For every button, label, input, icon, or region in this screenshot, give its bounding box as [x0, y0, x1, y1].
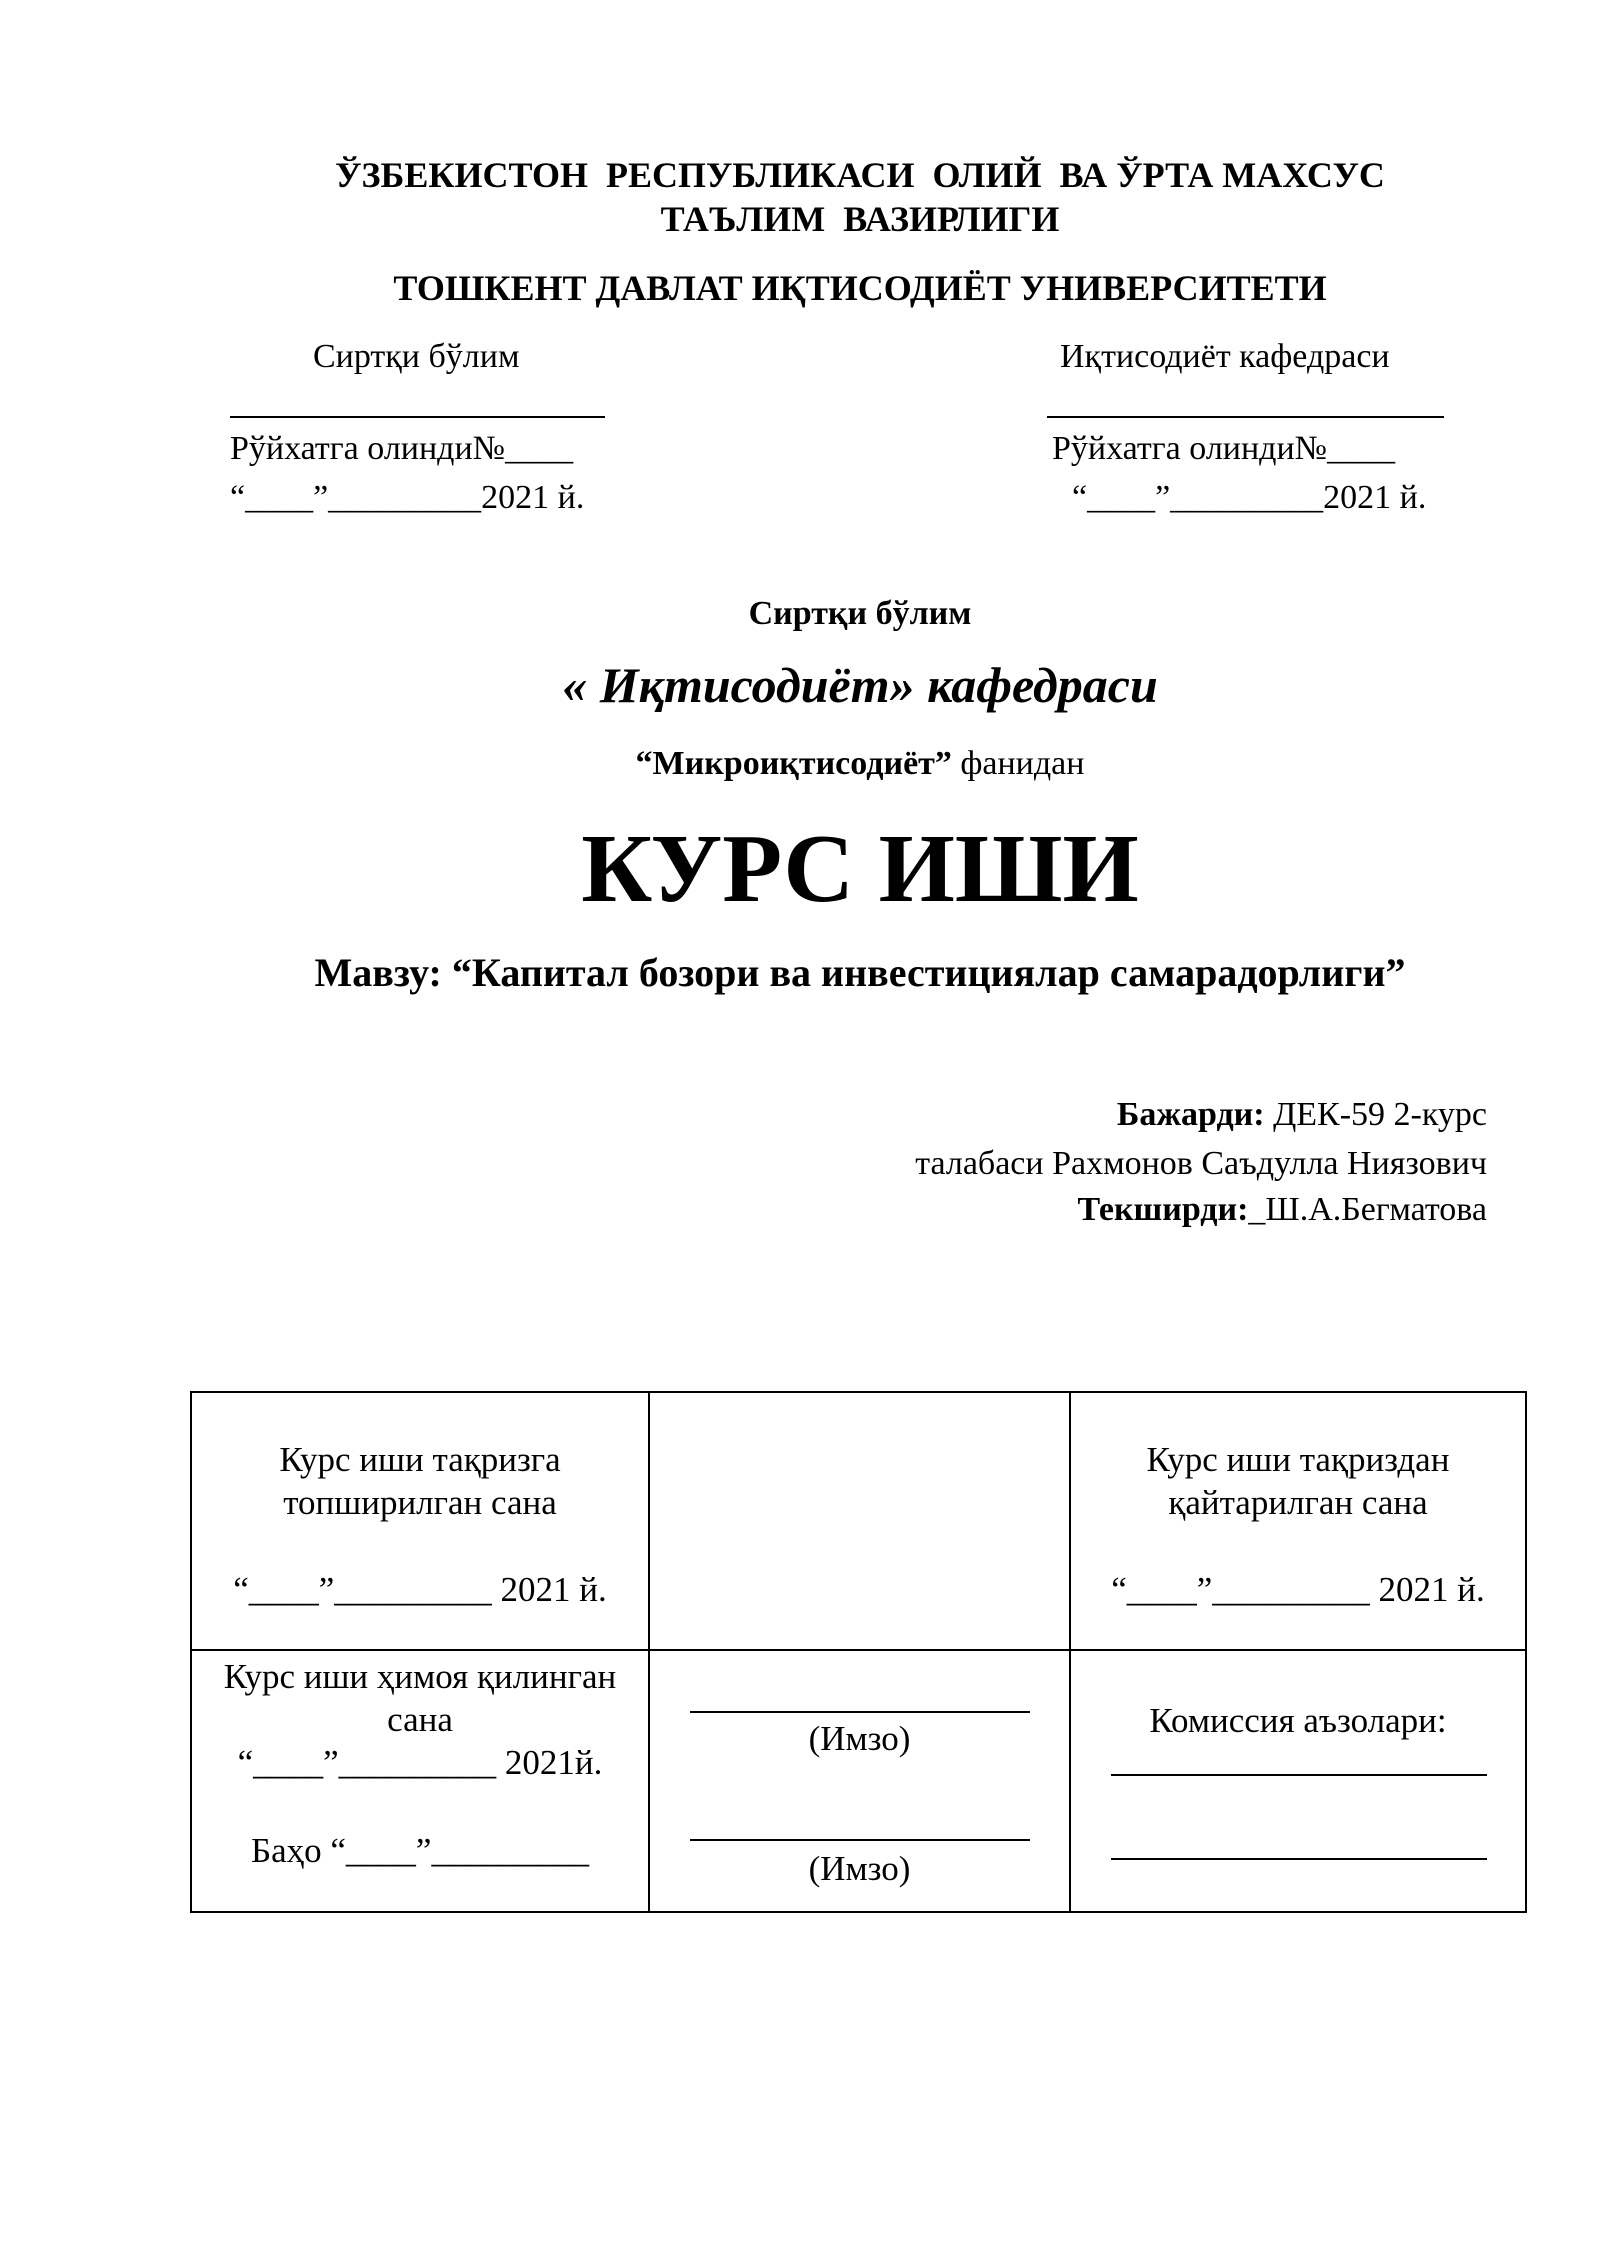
subject-name: “Микроиқтисодиёт”	[635, 745, 952, 782]
reg-left-registered: Рўйхатга олинди№____	[230, 430, 574, 467]
topic-text: “Капитал бозори ва инвестициялар самарадорлиги”	[441, 950, 1406, 995]
cell-submitted-for-review	[191, 1392, 649, 1650]
signature-caption-2: (Имзо)	[808, 1849, 911, 1888]
commission-line-2	[1111, 1858, 1487, 1860]
ministry-line-2: ТАЪЛИМ ВАЗИРЛИГИ	[660, 199, 1060, 239]
subject-line	[0, 747, 1600, 781]
topic-line	[0, 950, 1600, 995]
reg-left-signature-line	[230, 416, 605, 418]
reg-right-registered: Рўйхатга олинди№____	[1052, 430, 1396, 467]
ministry-line-1: ЎЗБЕКИСТОН РЕСПУБЛИКАСИ ОЛИЙ ВА ЎРТА МАХСУС	[335, 155, 1385, 195]
reg-right-signature-line	[1047, 416, 1444, 418]
cell-defense-date	[191, 1650, 649, 1912]
section-title: Сиртқи бўлим	[748, 595, 972, 632]
reg-right-date: “____”_________2021 й.	[1072, 479, 1427, 516]
submitted-for-review-label: Курс иши тақризга топширилган сана	[279, 1440, 561, 1522]
grade-line: Баҳо “____”_________	[251, 1831, 589, 1870]
review-table	[190, 1391, 1527, 1913]
cell-empty	[649, 1392, 1070, 1650]
cell-returned-from-review	[1070, 1392, 1526, 1650]
student-line: талабаси Рахмонов Саъдулла Ниязович	[915, 1145, 1487, 1182]
signature-caption-1: (Имзо)	[808, 1719, 911, 1758]
signature-line-2	[690, 1839, 1030, 1841]
checked-label: Текширди:	[1077, 1191, 1249, 1228]
returned-from-review-label: Курс иши тақриздан қайтарилган сана	[1146, 1440, 1450, 1522]
done-value: ДЕК-59 2-курс	[1264, 1096, 1487, 1133]
cell-signatures	[649, 1650, 1070, 1912]
commission-label: Комиссия аъзолари:	[1149, 1701, 1447, 1740]
cell-commission	[1070, 1650, 1526, 1912]
reg-right-department: Иқтисодиёт кафедраси	[1060, 338, 1390, 375]
commission-line-1	[1111, 1774, 1487, 1776]
done-label: Бажарди:	[1116, 1096, 1265, 1133]
submitted-for-review-date: “____”_________ 2021 й.	[233, 1570, 607, 1609]
reg-left-department: Сиртқи бўлим	[313, 338, 520, 375]
signature-line-1	[690, 1711, 1030, 1713]
returned-from-review-date: “____”_________ 2021 й.	[1111, 1570, 1485, 1609]
work-type-title: КУРС ИШИ	[581, 815, 1139, 923]
checker-line	[0, 1193, 1487, 1227]
subject-suffix: фанидан	[951, 745, 1085, 782]
topic-label: Мавзу:	[314, 950, 442, 995]
reg-left-date: “____”_________2021 й.	[230, 479, 585, 516]
checked-value: _Ш.А.Бегматова	[1248, 1191, 1487, 1228]
chair-title: « Иқтисодиёт» кафедраси	[562, 657, 1158, 713]
defense-date-text: Курс иши ҳимоя қилинган сана “____”_________ 2021й.	[223, 1657, 617, 1782]
performer-line	[0, 1098, 1487, 1132]
university-name: ТОШКЕНТ ДАВЛАТ ИҚТИСОДИЁТ УНИВЕРСИТЕТИ	[393, 268, 1327, 308]
